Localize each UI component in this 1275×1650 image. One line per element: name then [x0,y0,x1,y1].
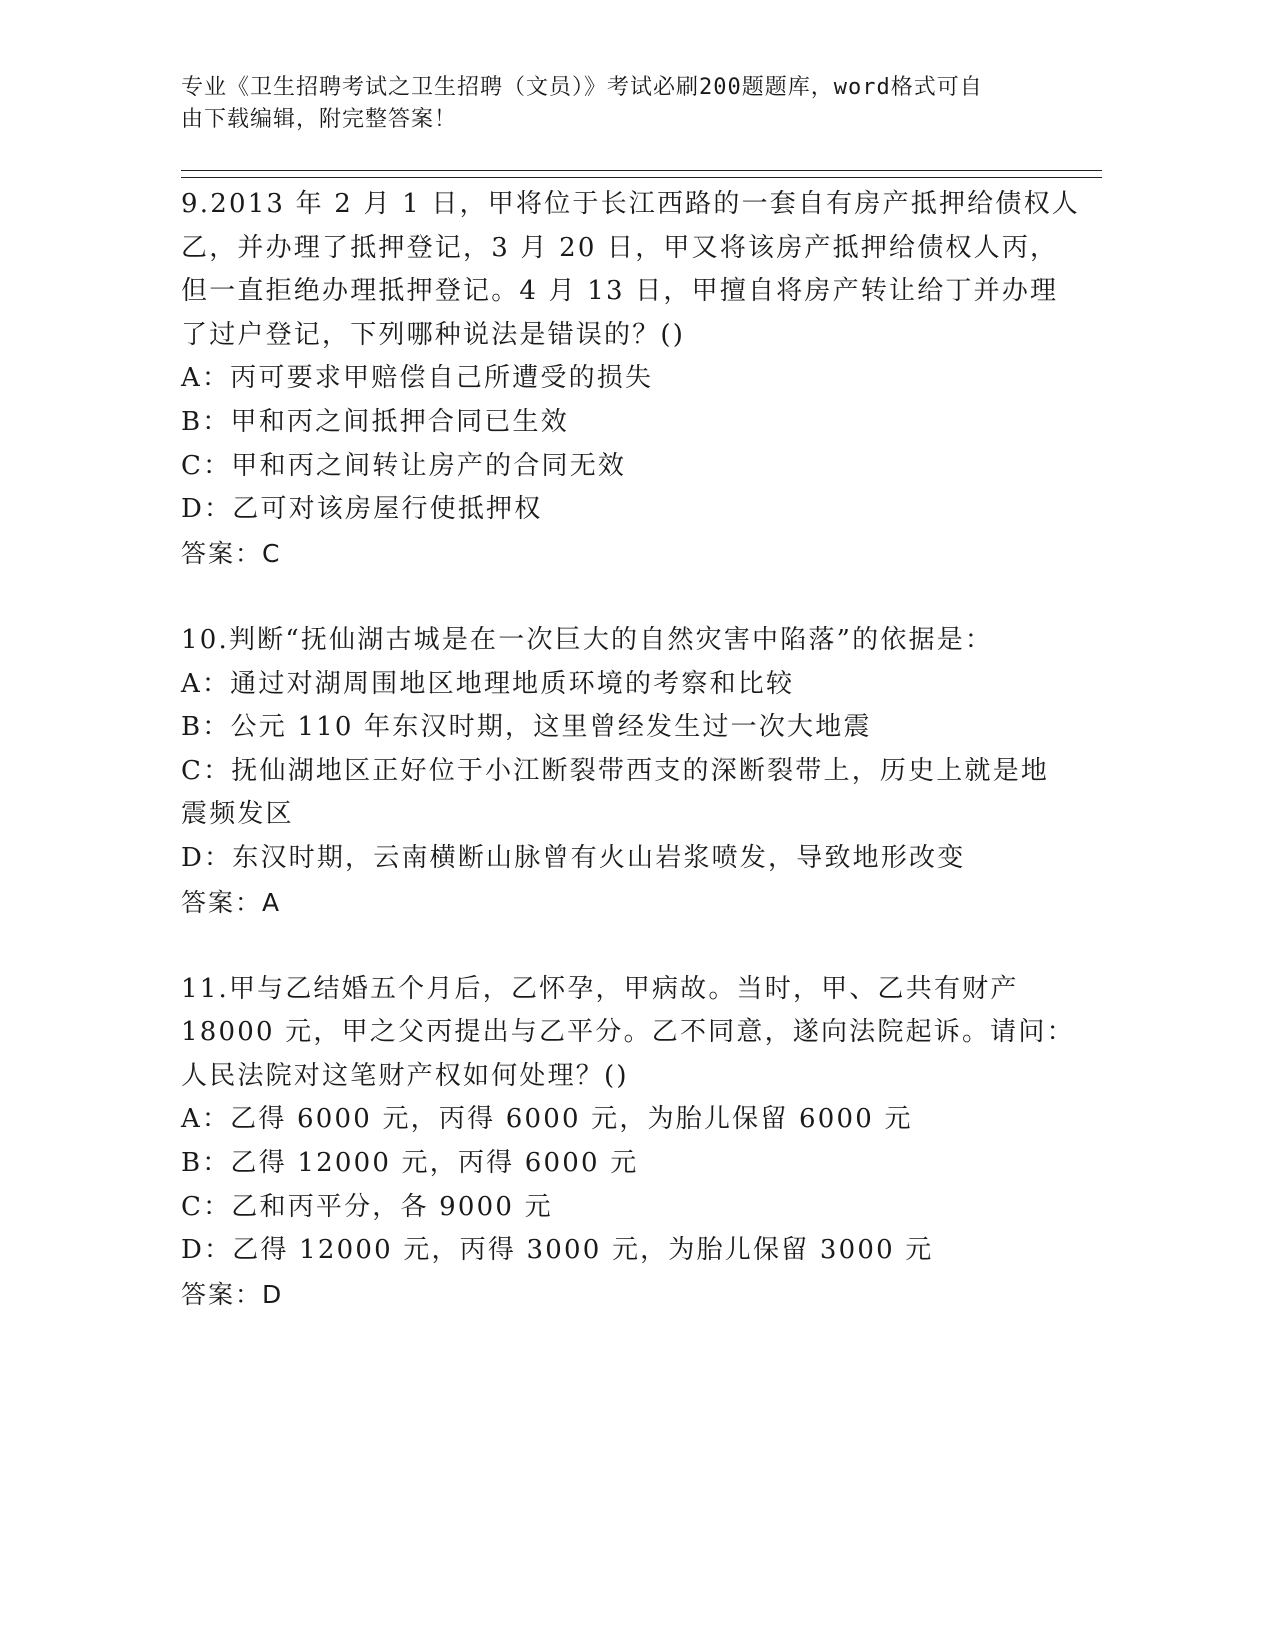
question-9 [181,183,1080,575]
header-line-2: 由下载编辑，附完整答案！ [181,107,458,132]
option-a: A：乙得 6000 元，丙得 6000 元，为胎儿保留 6000 元 [181,1104,913,1135]
document-header [181,72,1061,136]
question-stem-line: 乙，并办理了抵押登记，3 月 20 日，甲又将该房产抵押给债权人丙， [181,232,1059,263]
option-b: B：甲和丙之间抵押合同已生效 [181,406,569,437]
answer-label: 答案：C [181,538,282,568]
option-d: D：乙可对该房屋行使抵押权 [181,494,543,525]
question-stem-line: 9.2013 年 2 月 1 日，甲将位于长江西路的一套自有房产抵押给债权人 [181,189,1080,219]
option-d: D：东汉时期，云南横断山脉曾有火山岩浆喷发，导致地形改变 [181,842,966,873]
question-stem-line: 18000 元，甲之父丙提出与乙平分。乙不同意，遂向法院起诉。请问： [181,1017,1075,1048]
answer-label: 答案：D [181,1279,284,1309]
option-b: B：乙得 12000 元，丙得 6000 元 [181,1148,639,1179]
option-c: C：甲和丙之间转让房产的合同无效 [181,450,627,481]
question-11 [181,968,1075,1317]
header-rule-top [181,170,1102,171]
question-stem-line: 11.甲与乙结婚五个月后，乙怀孕，甲病故。当时，甲、乙共有财产 [181,973,1019,1004]
question-stem-line: 10.判断“抚仙湖古城是在一次巨大的自然灾害中陷落”的依据是： [181,624,994,655]
question-stem-line: 但一直拒绝办理抵押登记。4 月 13 日，甲擅自将房产转让给丁并办理 [181,276,1059,307]
question-list [181,183,1080,1316]
option-d: D：乙得 12000 元，丙得 3000 元，为胎儿保留 3000 元 [181,1235,934,1266]
option-a: A：通过对湖周围地区地理地质环境的考察和比较 [181,668,795,699]
option-b: B：公元 110 年东汉时期，这里曾经发生过一次大地震 [181,712,872,743]
option-c-continued: 震频发区 [181,799,294,830]
question-10 [181,619,1050,924]
option-a: A：丙可要求甲赔偿自己所遭受的损失 [181,363,654,394]
option-c: C：乙和丙平分，各 9000 元 [181,1191,553,1222]
spacer [181,575,1041,619]
question-stem-line: 人民法院对这笔财产权如何处理？() [181,1060,629,1091]
answer-label: 答案：A [181,887,282,917]
header-rule-bottom [181,177,1102,178]
option-c: C：抚仙湖地区正好位于小江断裂带西支的深断裂带上，历史上就是地 [181,755,1050,786]
question-stem-line: 了过户登记，下列哪种说法是错误的？() [181,319,686,350]
spacer [181,924,1041,968]
header-line-1: 专业《卫生招聘考试之卫生招聘（文员）》考试必刷200题题库，word格式可自 [181,75,983,100]
